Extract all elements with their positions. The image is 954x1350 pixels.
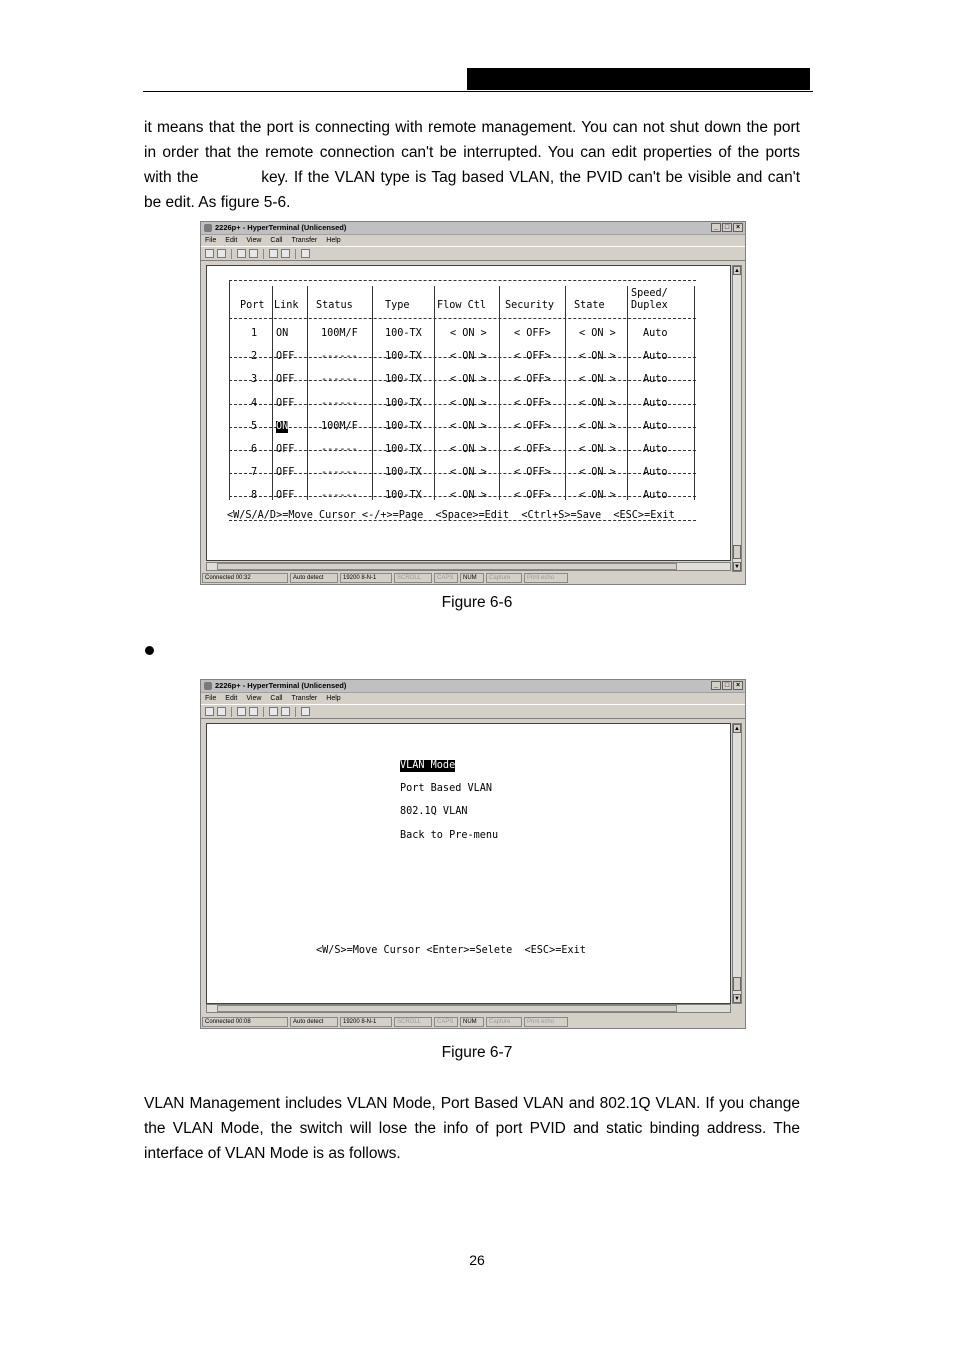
cell-type: 100-TX [385, 444, 422, 455]
cell-status: 100M/F [321, 328, 358, 339]
statusbar [202, 573, 744, 583]
window-title: 2226p+ - HyperTerminal (Unlicensed) [215, 681, 347, 690]
cell-type: 100-TX [385, 398, 422, 409]
cell-link: OFF [276, 374, 295, 385]
menu-item-port-based-vlan[interactable]: Port Based VLAN [400, 783, 493, 794]
cell-link: OFF [276, 467, 295, 478]
receive-icon[interactable] [281, 707, 290, 716]
status-scroll: SCROLL [394, 1017, 432, 1027]
cell-status: ------ [321, 398, 358, 409]
table-border [229, 280, 230, 500]
status-caps: CAPS [434, 1017, 458, 1027]
window-title: 2226p+ - HyperTerminal (Unlicensed) [215, 223, 347, 232]
status-capture: Capture [486, 1017, 522, 1027]
vertical-scrollbar[interactable] [732, 723, 742, 1004]
minimize-button[interactable]: _ [711, 223, 721, 232]
paragraph-intro-part2: key. If the VLAN type is Tag based VLAN, the PVID can't be visible and can't be edit. As figure 5-6. [144, 169, 801, 211]
page-number: 26 [469, 1252, 485, 1268]
cell-port: 2 [251, 351, 258, 362]
horizontal-scrollbar[interactable] [206, 1004, 731, 1013]
cell-state[interactable]: < ON > [579, 490, 616, 501]
cell-port: 7 [251, 467, 258, 478]
scroll-down-icon[interactable]: ▼ [734, 564, 740, 570]
cell-status: ------ [321, 444, 358, 455]
column-divider [499, 286, 500, 500]
header-type: Type [385, 300, 410, 311]
status-capture: Capture [486, 573, 522, 583]
column-divider [272, 286, 273, 500]
cell-state[interactable]: < ON > [579, 328, 616, 339]
window-titlebar [201, 680, 745, 693]
cell-state[interactable]: < ON > [579, 398, 616, 409]
terminal-footer: <W/S>=Move Cursor <Enter>=Selete <ESC>=Exit [316, 945, 586, 956]
header-speed: Speed/ [631, 288, 668, 299]
menubar [201, 235, 745, 246]
cell-flow-ctl[interactable]: < ON > [450, 398, 487, 409]
terminal-screen[interactable] [206, 723, 731, 1004]
cell-flow-ctl[interactable]: < ON > [450, 328, 487, 339]
cell-flow-ctl[interactable]: < ON > [450, 351, 487, 362]
cell-speed-duplex[interactable]: Auto [643, 467, 668, 478]
disconnect-icon[interactable] [249, 707, 258, 716]
menu-file[interactable]: File [205, 237, 217, 244]
menu-help[interactable]: Help [326, 695, 341, 702]
column-divider [372, 286, 373, 500]
send-icon[interactable] [269, 249, 278, 258]
cell-port: 4 [251, 398, 258, 409]
paragraph-vlan-management-text: VLAN Management includes VLAN Mode, Port Based VLAN and 802.1Q VLAN. If you change the VLAN Mode, the switch will lose the info of port PVID and static binding address. The interface of VLAN Mode is as follows. [144, 1095, 800, 1162]
menu-view[interactable]: View [246, 237, 262, 244]
header-status: Status [316, 300, 353, 311]
figure-caption: Figure 6-7 [441, 1044, 513, 1061]
properties-icon[interactable] [301, 249, 310, 258]
cell-flow-ctl[interactable]: < ON > [450, 490, 487, 501]
vertical-scrollbar[interactable] [732, 265, 742, 572]
figure-caption: Figure 6-6 [441, 594, 513, 611]
status-num: NUM [460, 1017, 484, 1027]
cell-speed-duplex[interactable]: Auto [643, 351, 668, 362]
cell-security[interactable]: < OFF> [514, 374, 551, 385]
maximize-button[interactable]: □ [722, 681, 732, 690]
table-header-divider [229, 318, 696, 320]
bullet-icon [145, 646, 154, 655]
cell-flow-ctl[interactable]: < ON > [450, 374, 487, 385]
cell-status: ------ [321, 374, 358, 385]
receive-icon[interactable] [281, 249, 290, 258]
cell-security[interactable]: < OFF> [514, 328, 551, 339]
cell-speed-duplex[interactable]: Auto [643, 490, 668, 501]
cell-security[interactable]: < OFF> [514, 490, 551, 501]
toolbar [201, 246, 745, 261]
menu-file[interactable]: File [205, 695, 217, 702]
cell-security[interactable]: < OFF> [514, 351, 551, 362]
status-print-echo: Print echo [524, 1017, 568, 1027]
properties-icon[interactable] [301, 707, 310, 716]
column-divider [694, 286, 695, 500]
header-port: Port [240, 300, 265, 311]
close-button[interactable]: × [733, 681, 743, 690]
menu-edit[interactable]: Edit [225, 695, 238, 702]
cell-speed-duplex[interactable]: Auto [643, 444, 668, 455]
cell-status: ------ [321, 467, 358, 478]
column-divider [307, 286, 308, 500]
hscroll-thumb[interactable] [217, 1005, 677, 1012]
scroll-down-icon[interactable]: ▼ [734, 996, 740, 1002]
menu-item-8021q-vlan[interactable]: 802.1Q VLAN [400, 806, 468, 817]
minimize-button[interactable]: _ [711, 681, 721, 690]
cell-speed-duplex[interactable]: Auto [643, 374, 668, 385]
status-detect: Auto detect [290, 573, 338, 583]
cell-security[interactable]: < OFF> [514, 398, 551, 409]
column-divider [627, 286, 628, 500]
cell-port: 5 [251, 421, 258, 432]
phone-icon[interactable] [237, 249, 246, 258]
cell-type: 100-TX [385, 467, 422, 478]
menubar [201, 693, 745, 704]
table-border [229, 280, 696, 282]
column-divider [565, 286, 566, 500]
menu-edit[interactable]: Edit [225, 237, 238, 244]
window-titlebar [201, 222, 745, 235]
terminal-footer: <W/S/A/D>=Move Cursor <-/+>=Page <Space>=Edit <Ctrl+S>=Save <ESC>=Exit [227, 510, 675, 521]
cell-port: 3 [251, 374, 258, 385]
cell-type: 100-TX [385, 374, 422, 385]
cell-state[interactable]: < ON > [579, 374, 616, 385]
header-security: Security [505, 300, 555, 311]
send-icon[interactable] [269, 707, 278, 716]
cell-speed-duplex[interactable]: Auto [643, 398, 668, 409]
cell-security[interactable]: < OFF> [514, 421, 551, 432]
cell-link: OFF [276, 444, 295, 455]
cell-status: ------ [321, 490, 358, 501]
cell-port: 1 [251, 328, 258, 339]
status-caps: CAPS [434, 573, 458, 583]
scroll-thumb[interactable] [733, 977, 741, 991]
scroll-thumb[interactable] [733, 545, 741, 559]
hyperterminal-icon [204, 682, 212, 690]
new-icon[interactable] [205, 249, 214, 258]
cell-security[interactable]: < OFF> [514, 444, 551, 455]
cell-type: 100-TX [385, 490, 422, 501]
menu-call[interactable]: Call [270, 695, 283, 702]
phone-icon[interactable] [237, 707, 246, 716]
cell-state[interactable]: < ON > [579, 421, 616, 432]
status-print-echo: Print echo [524, 573, 568, 583]
menu-transfer[interactable]: Transfer [291, 237, 318, 244]
open-icon[interactable] [217, 707, 226, 716]
cell-state[interactable]: < ON > [579, 467, 616, 478]
cell-state[interactable]: < ON > [579, 444, 616, 455]
cell-security[interactable]: < OFF> [514, 467, 551, 478]
status-baud: 19200 8-N-1 [340, 1017, 392, 1027]
scroll-up-icon[interactable]: ▲ [734, 268, 740, 274]
paragraph-intro-part1: it means that the port is connecting with remote management. You can not shut down the port in order that the remote connection can't be interrupted. You can edit properties of the ports with the [144, 119, 800, 186]
status-detect: Auto detect [290, 1017, 338, 1027]
menu-view[interactable]: View [246, 695, 262, 702]
cell-link: OFF [276, 398, 295, 409]
status-baud: 19200 8-N-1 [340, 573, 392, 583]
status-connected: Connected 00:08 [202, 1017, 288, 1027]
open-icon[interactable] [217, 249, 226, 258]
toolbar [201, 704, 745, 719]
cell-status: ------ [321, 351, 358, 362]
cell-flow-ctl[interactable]: < ON > [450, 421, 487, 432]
cell-link: ON [276, 328, 289, 339]
menu-call[interactable]: Call [270, 237, 283, 244]
status-scroll: SCROLL [394, 573, 432, 583]
horizontal-scrollbar[interactable] [206, 562, 731, 571]
cell-flow-ctl[interactable]: < ON > [450, 444, 487, 455]
new-icon[interactable] [205, 707, 214, 716]
cell-type: 100-TX [385, 328, 422, 339]
cell-port: 8 [251, 490, 258, 501]
header-flow-ctl: Flow Ctl [437, 300, 487, 311]
terminal-screen[interactable] [206, 265, 731, 561]
paragraph-vlan-management [144, 1091, 800, 1166]
cell-link: OFF [276, 351, 295, 362]
hyperterminal-window-ports [200, 221, 746, 585]
menu-transfer[interactable]: Transfer [291, 695, 318, 702]
cell-link: ON [276, 421, 289, 432]
column-divider [434, 286, 435, 500]
scroll-up-icon[interactable]: ▲ [734, 726, 740, 732]
cell-status: 100M/F [321, 421, 358, 432]
maximize-button[interactable]: □ [722, 223, 732, 232]
cell-speed-duplex[interactable]: Auto [643, 421, 668, 432]
header-duplex: Duplex [631, 300, 668, 311]
header-link: Link [274, 300, 299, 311]
menu-help[interactable]: Help [326, 237, 341, 244]
statusbar [202, 1017, 744, 1027]
cell-speed-duplex[interactable]: Auto [643, 328, 668, 339]
menu-item-back[interactable]: Back to Pre-menu [400, 830, 499, 841]
cell-type: 100-TX [385, 421, 422, 432]
disconnect-icon[interactable] [249, 249, 258, 258]
cell-flow-ctl[interactable]: < ON > [450, 467, 487, 478]
status-num: NUM [460, 573, 484, 583]
header-rule [143, 91, 813, 92]
hyperterminal-window-vlan [200, 679, 746, 1029]
close-button[interactable]: × [733, 223, 743, 232]
status-connected: Connected 00:32 [202, 573, 288, 583]
hscroll-thumb[interactable] [217, 563, 677, 570]
cell-port: 6 [251, 444, 258, 455]
hyperterminal-icon [204, 224, 212, 232]
cell-link: OFF [276, 490, 295, 501]
paragraph-intro [144, 115, 800, 215]
cell-state[interactable]: < ON > [579, 351, 616, 362]
cell-type: 100-TX [385, 351, 422, 362]
menu-item-vlan-mode[interactable]: VLAN Mode [400, 760, 456, 771]
header-state: State [574, 300, 605, 311]
header-bar [467, 68, 810, 90]
